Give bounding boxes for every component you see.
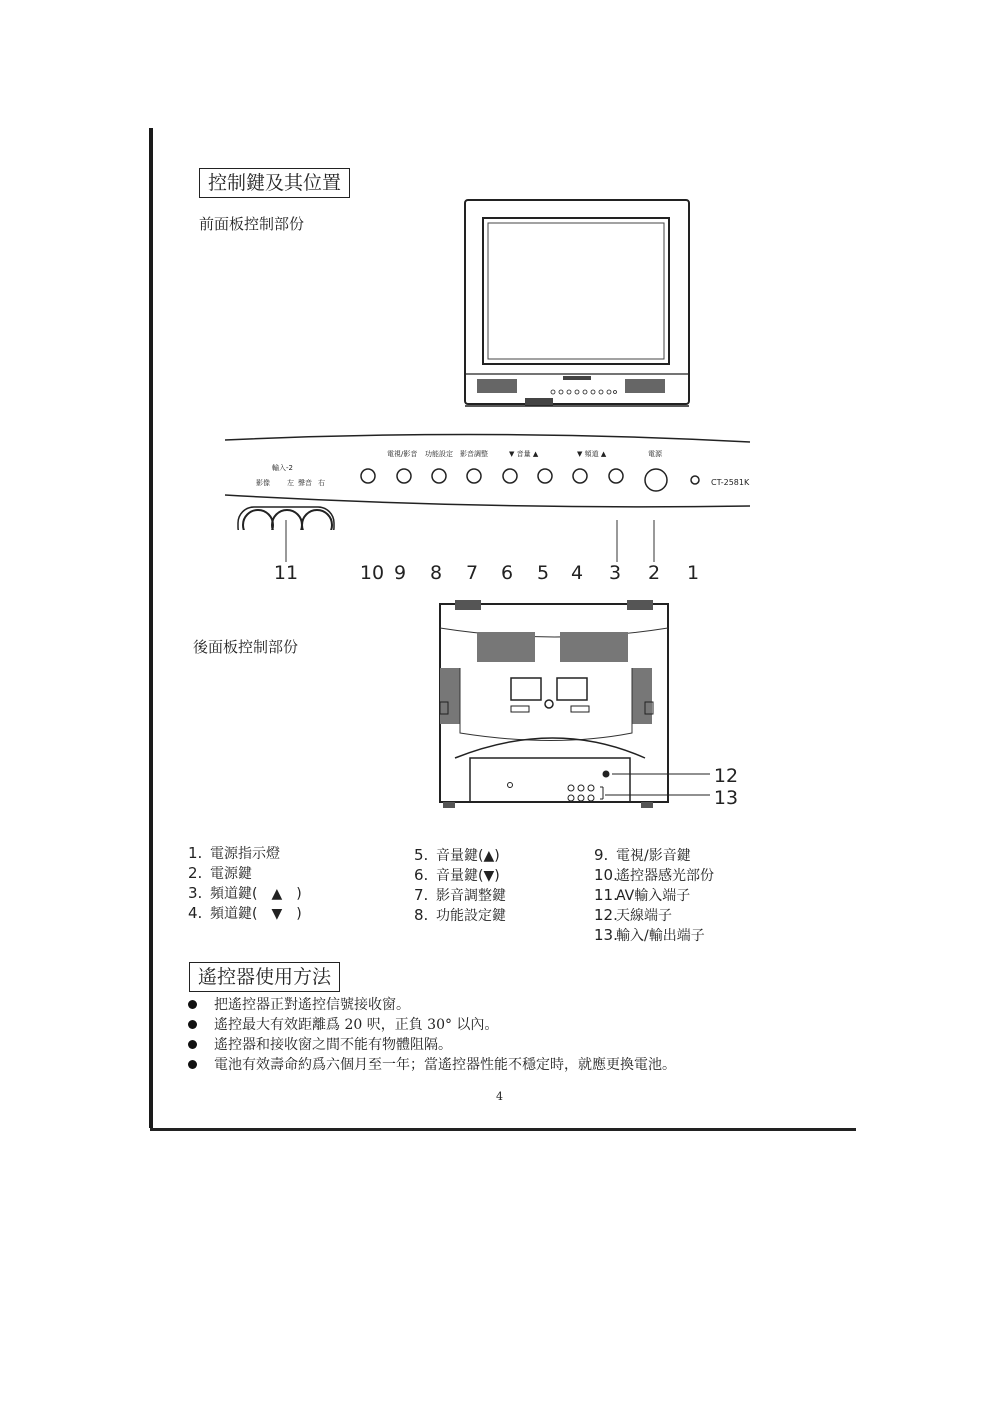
legend-item-6 [414, 865, 506, 885]
legend-item-7 [414, 885, 506, 905]
button-label-tv-av: 電視/影音 [387, 450, 418, 458]
callout-5: 5 [536, 562, 550, 584]
legend-item-13 [594, 925, 714, 945]
jack-label-video: 影像 [256, 479, 270, 487]
callout-1: 1 [686, 562, 700, 584]
bullet-dot-icon [188, 1040, 197, 1049]
bullet-dot-icon [188, 1060, 197, 1069]
legend-item-10 [594, 865, 714, 885]
bullet-item [186, 1015, 676, 1035]
callout-9: 9 [393, 562, 407, 584]
legend-item-1 [188, 843, 302, 863]
bullet-dot-icon [188, 1020, 197, 1029]
legend-text: 電源指示燈 [210, 846, 280, 862]
legend-num: 9. [594, 846, 609, 864]
legend-column-2 [414, 845, 506, 925]
tv-front-illustration [455, 196, 695, 414]
legend-text: 天線端子 [616, 908, 672, 924]
legend-item-4 [188, 903, 302, 923]
legend-column-1 [188, 843, 302, 923]
jack-label-left: 左 [287, 479, 294, 487]
button-label-channel: ▼ 頻道 ▲ [577, 450, 607, 458]
legend-num: 13. [594, 926, 618, 944]
legend-num: 7. [414, 886, 429, 904]
legend-text: 頻道鍵( ▲ ) [210, 886, 302, 902]
button-label-power: 電源 [648, 450, 662, 458]
legend-num: 2. [188, 864, 203, 882]
page-bottom-rule [150, 1128, 856, 1131]
legend-item-12 [594, 905, 714, 925]
callout-12: 12 [713, 765, 739, 787]
jack-label-right: 右 [318, 479, 325, 487]
legend-num: 4. [188, 904, 203, 922]
legend-item-3 [188, 883, 302, 903]
callout-10: 10 [359, 562, 385, 584]
legend-text: 電視/影音鍵 [616, 848, 691, 864]
tv-rear-illustration [425, 598, 745, 813]
legend-text: 輸入/輸出端子 [616, 928, 705, 944]
section-heading-controls: 控制鍵及其位置 [199, 168, 350, 198]
legend-item-5 [414, 845, 506, 865]
bullet-item [186, 1035, 676, 1055]
callout-4: 4 [570, 562, 584, 584]
callout-3: 3 [608, 562, 622, 584]
button-label-volume: ▼ 音量 ▲ [509, 450, 539, 458]
legend-num: 10. [594, 866, 618, 884]
callout-13: 13 [713, 787, 739, 809]
binding-edge-line [149, 128, 153, 1128]
legend-item-9 [594, 845, 714, 865]
legend-num: 1. [188, 844, 203, 862]
legend-item-11 [594, 885, 714, 905]
channel-word: 頻道 [584, 450, 599, 458]
legend-text: 電源鍵 [210, 866, 252, 882]
legend-text: 音量鍵(▼) [436, 868, 500, 884]
legend-text: 頻道鍵( ▼ ) [210, 906, 302, 922]
callout-8: 8 [429, 562, 443, 584]
legend-column-3 [594, 845, 714, 945]
bullet-item [186, 995, 676, 1015]
bullet-text: 把遙控器正對遙控信號接收窗。 [214, 997, 410, 1013]
legend-text: 遙控器感光部份 [616, 868, 714, 884]
legend-num: 12. [594, 906, 618, 924]
legend-num: 8. [414, 906, 429, 924]
callout-7: 7 [465, 562, 479, 584]
remote-usage-list [186, 995, 676, 1075]
legend-item-8 [414, 905, 506, 925]
button-label-av-adjust: 影音調整 [460, 450, 488, 458]
legend-text: 影音調整鍵 [436, 888, 506, 904]
bullet-dot-icon [188, 1000, 197, 1009]
legend-text: 功能設定鍵 [436, 908, 506, 924]
legend-num: 3. [188, 884, 203, 902]
jack-label-audio: 聲音 [298, 479, 312, 487]
callout-11: 11 [273, 562, 299, 584]
legend-text: AV輸入端子 [616, 888, 691, 904]
model-label: CT-2581K [711, 478, 750, 487]
front-panel-label: 前面板控制部份 [199, 215, 305, 233]
legend-text: 音量鍵(▲) [436, 848, 500, 864]
legend-num: 11. [594, 886, 618, 904]
callout-leader-lines [280, 520, 700, 565]
bullet-item [186, 1055, 676, 1075]
volume-word: 音量 [516, 450, 531, 458]
page-number: 4 [496, 1090, 503, 1103]
input2-label: 輸入-2 [272, 464, 293, 472]
callout-2: 2 [647, 562, 661, 584]
section-heading-remote: 遙控器使用方法 [189, 962, 340, 992]
bullet-text: 遙控器和接收窗之間不能有物體阻隔。 [214, 1037, 452, 1053]
callout-6: 6 [500, 562, 514, 584]
bullet-text: 電池有效壽命約爲六個月至一年；當遙控器性能不穩定時，就應更換電池。 [214, 1057, 676, 1073]
rear-panel-label: 後面板控制部份 [193, 638, 299, 656]
legend-num: 6. [414, 866, 429, 884]
legend-num: 5. [414, 846, 429, 864]
legend-item-2 [188, 863, 302, 883]
button-label-function: 功能設定 [425, 450, 453, 458]
bullet-text: 遙控最大有效距離爲 20 呎，正負 30° 以內。 [214, 1017, 499, 1033]
